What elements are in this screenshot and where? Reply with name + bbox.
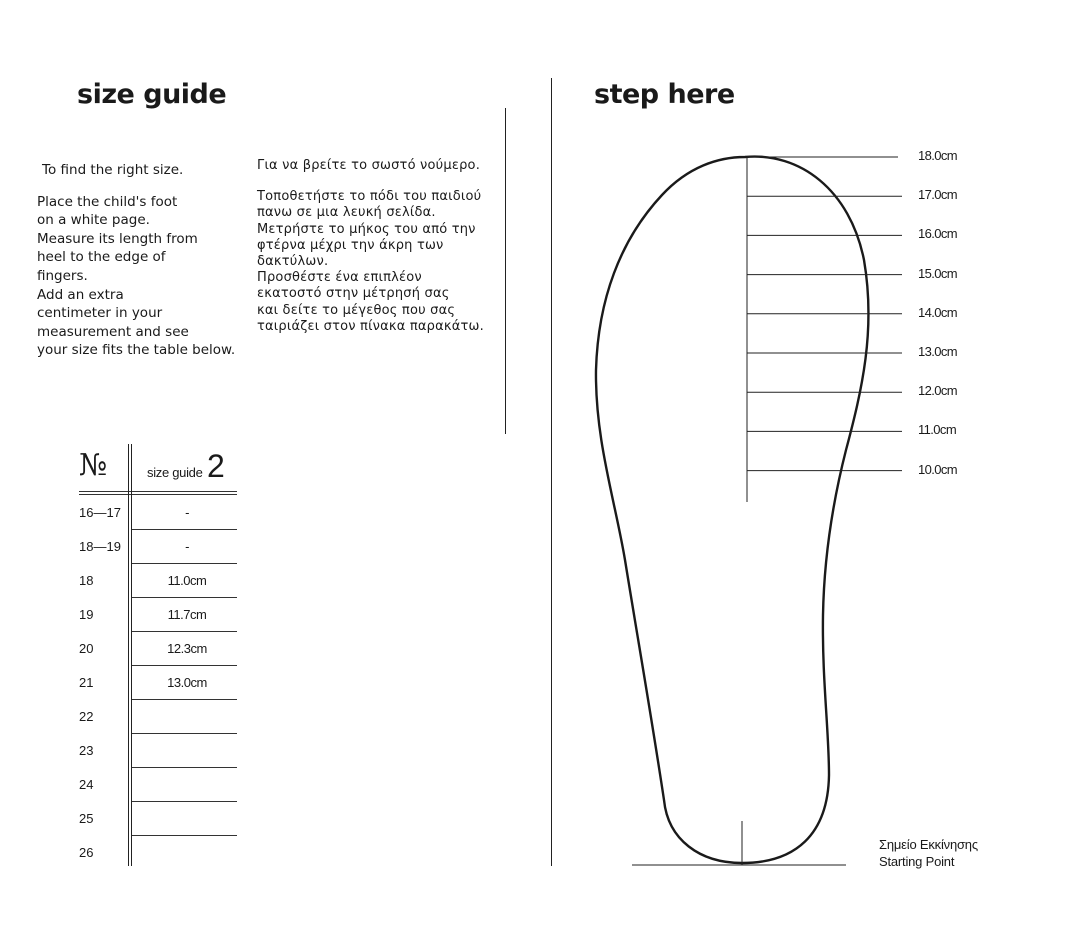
measure-label: 16.0cm	[918, 226, 958, 242]
greek-step-line: και δείτε το μέγεθος που σας	[257, 302, 456, 318]
measure-label: 14.0cm	[918, 304, 958, 320]
table-size-cell: 21	[79, 675, 94, 690]
english-step-line: Place the child's foot	[37, 193, 178, 210]
foot-outline	[596, 157, 869, 863]
english-step-line: heel to the edge of	[37, 249, 166, 266]
greek-step-line: Μετρήστε το μήκος του από την	[257, 221, 476, 237]
english-step-line: on a white page.	[37, 212, 150, 229]
measure-label: 11.0cm	[918, 422, 957, 438]
table-length-cell: -	[185, 539, 189, 554]
english-step-line: your size fits the table below.	[37, 342, 236, 359]
table-size-cell: 25	[79, 811, 94, 826]
english-step-line: fingers.	[37, 267, 88, 284]
table-size-cell: 26	[79, 845, 94, 860]
greek-step-line: Τοποθετήστε το πόδι του παιδιού	[257, 189, 482, 205]
table-size-cell: 16—17	[79, 505, 121, 520]
measure-label: 17.0cm	[918, 187, 958, 203]
greek-step-line: Προσθέστε ένα επιπλέον	[257, 270, 422, 286]
table-size-cell: 19	[79, 607, 94, 622]
english-step-line: centimeter in your	[37, 305, 163, 322]
table-length-cell: 11.0cm	[167, 573, 207, 588]
english-step-line: Measure its length from	[37, 230, 198, 247]
english-step-line: Add an extra	[37, 286, 124, 303]
greek-step-line: εκατοστό στην μέτρησή σας	[257, 286, 450, 302]
greek-step-line: ταιριάζει στον πίνακα παρακάτω.	[257, 318, 484, 334]
measure-lines	[747, 157, 902, 471]
size-guide-header-number: 2	[207, 448, 225, 484]
table-size-cell: 18—19	[79, 539, 121, 554]
table-size-cell: 23	[79, 743, 94, 758]
size-guide-header-text: size guide	[147, 465, 203, 480]
table-size-cell: 24	[79, 777, 94, 792]
table-size-cell: 22	[79, 709, 94, 724]
table-length-cell: 13.0cm	[167, 675, 207, 690]
table-size-cell: 20	[79, 641, 94, 656]
number-sign-header: №	[79, 448, 108, 483]
measure-label: 18.0cm	[918, 148, 958, 163]
measure-label: 13.0cm	[918, 344, 958, 359]
step-here-title: step here	[594, 79, 735, 110]
english-step-line: measurement and see	[37, 323, 189, 340]
greek-step-line: πανω σε μια λευκή σελίδα.	[257, 205, 436, 221]
table-length-cell: -	[185, 505, 189, 520]
measure-label: 10.0cm	[918, 461, 958, 477]
size-guide-title: size guide	[77, 79, 227, 110]
starting-point-label-english: Starting Point	[879, 854, 955, 869]
table-length-cell: 12.3cm	[167, 641, 207, 656]
measure-label: 15.0cm	[918, 265, 958, 281]
table-size-cell: 18	[79, 573, 94, 588]
english-intro: To find the right size.	[42, 162, 184, 178]
greek-intro: Για να βρείτε το σωστό νούμερο.	[257, 158, 481, 173]
measure-label: 12.0cm	[918, 383, 958, 399]
greek-step-line: φτέρνα μέχρι την άκρη των	[257, 237, 444, 253]
greek-step-line: δακτύλων.	[257, 254, 329, 270]
starting-point-label-greek: Σημείο Εκκίνησης	[879, 837, 978, 852]
table-length-cell: 11.7cm	[167, 607, 207, 622]
